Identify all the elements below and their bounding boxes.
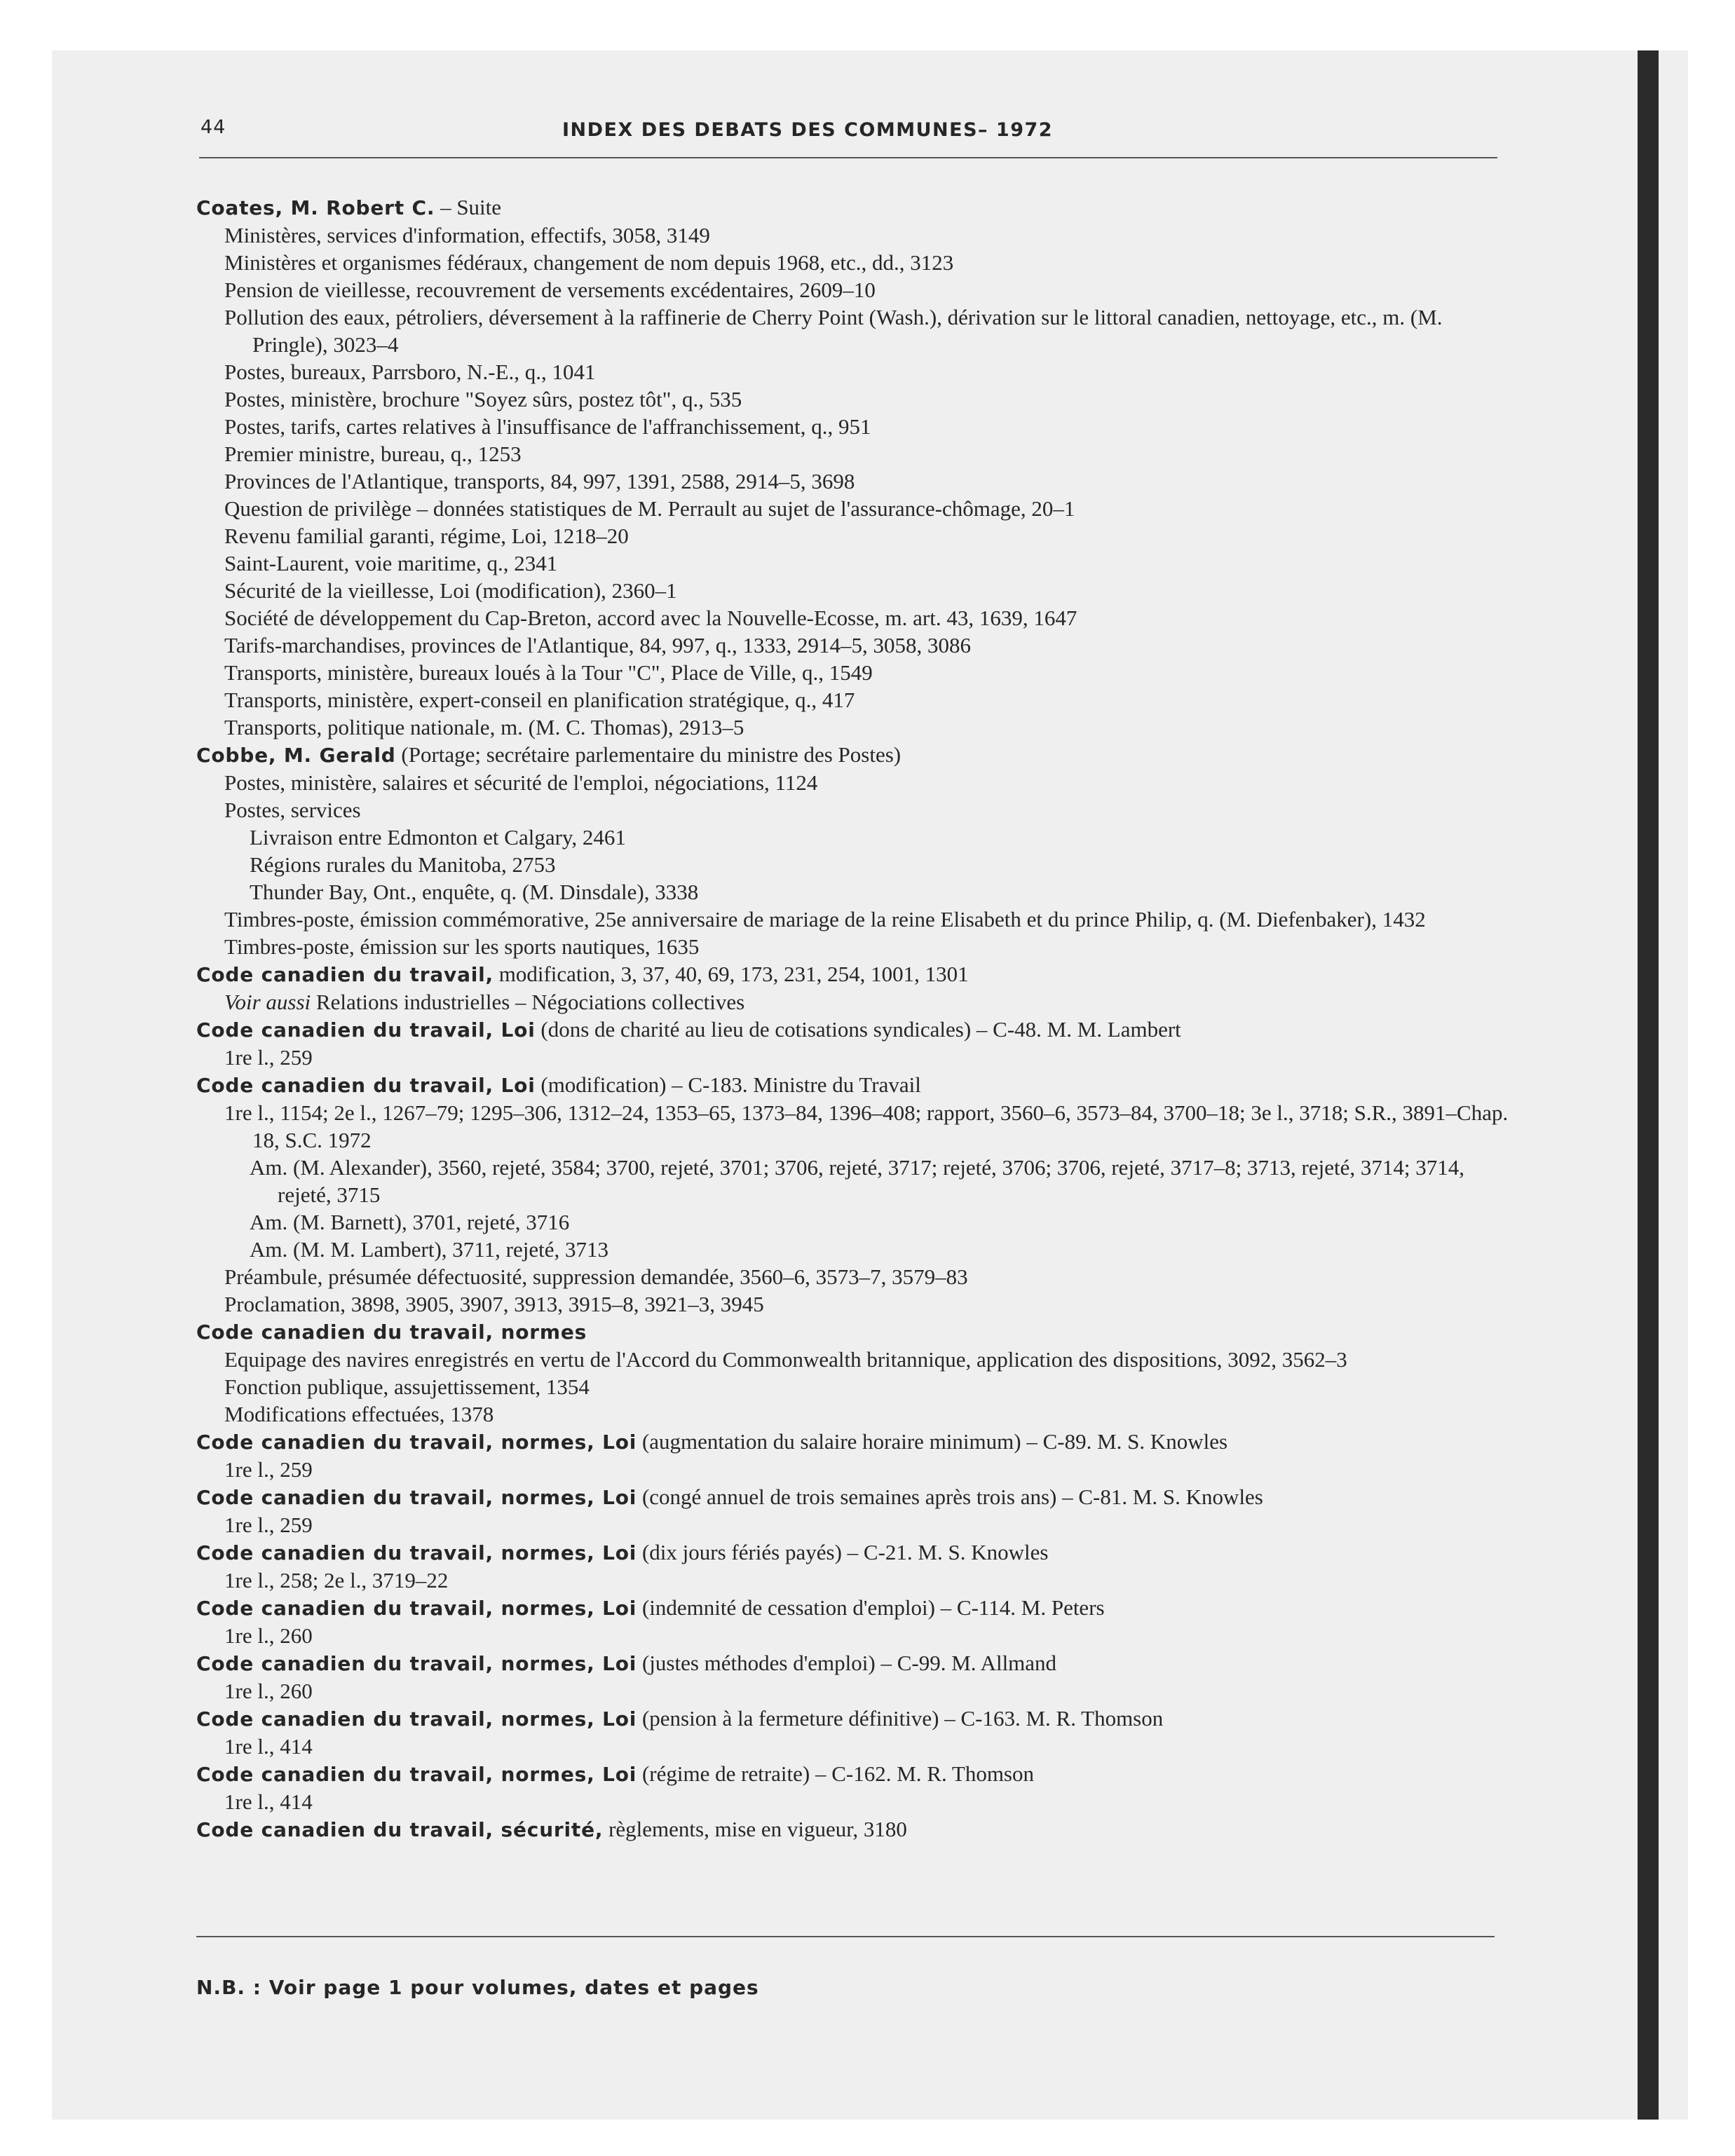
footnote: N.B. : Voir page 1 pour volumes, dates et pages [196, 1976, 759, 1999]
index-subentry [196, 1208, 1514, 1236]
entry-text: Am. (M. M. Lambert), 3711, rejeté, 3713 [250, 1237, 608, 1262]
entry-text: Postes, tarifs, cartes relatives à l'insuffisance de l'affranchissement, q., 951 [224, 414, 871, 439]
index-subentry [196, 1263, 1514, 1290]
entry-text: 1re l., 1154; 2e l., 1267–79; 1295–306, 1312–24, 1353–65, 1373–84, 1396–408; rapport, 3560–6, 3573–84, 3700–18; 3e l., 3718; S.R., 3891–Chap. 18, S.C. 1972 [224, 1100, 1509, 1152]
entry-text: Tarifs-marchandises, provinces de l'Atlantique, 84, 997, q., 1333, 2914–5, 3058, 3086 [224, 633, 971, 657]
index-heading [196, 1538, 1514, 1567]
index-subentry [196, 604, 1514, 632]
index-heading [196, 1071, 1514, 1099]
entry-text: Proclamation, 3898, 3905, 3907, 3913, 3915–8, 3921–3, 3945 [224, 1292, 764, 1316]
entry-text: Pension de vieillesse, recouvrement de versements excédentaires, 2609–10 [224, 278, 876, 302]
entry-text: Préambule, présumée défectuosité, suppression demandée, 3560–6, 3573–7, 3579–83 [224, 1264, 968, 1289]
index-subentry [196, 1373, 1514, 1400]
entry-text: (augmentation du salaire horaire minimum) – C-89. M. S. Knowles [637, 1429, 1228, 1454]
index-subentry [196, 1733, 1514, 1760]
heading-term: Code canadien du travail, normes, Loi [196, 1763, 637, 1786]
index-page [52, 50, 1638, 2120]
heading-term: Code canadien du travail, sécurité, [196, 1818, 604, 1841]
index-entries [196, 193, 1514, 1843]
index-subentry [196, 824, 1514, 851]
index-subentry [196, 276, 1514, 303]
index-subentry [196, 1044, 1514, 1071]
entry-text: Relations industrielles – Négociations collectives [311, 990, 745, 1014]
index-heading [196, 1649, 1514, 1677]
entry-text: Am. (M. Alexander), 3560, rejeté, 3584; 3700, rejeté, 3701; 3706, rejeté, 3717; rejeté, 3706; 3706, rejeté, 3717–8; 3713, rejeté, 3714; 3714, rejeté, 3715 [250, 1155, 1464, 1207]
entry-text: (Portage; secrétaire parlementaire du ministre des Postes) [395, 742, 901, 767]
entry-text: (dons de charité au lieu de cotisations syndicales) – C-48. M. M. Lambert [535, 1017, 1181, 1042]
entry-text: Transports, politique nationale, m. (M. C. Thomas), 2913–5 [224, 715, 744, 739]
entry-text: Premier ministre, bureau, q., 1253 [224, 442, 522, 466]
index-heading [196, 1318, 1514, 1346]
heading-term: Code canadien du travail, normes, Loi [196, 1541, 637, 1564]
index-subentry [196, 988, 1514, 1016]
index-subentry [196, 632, 1514, 659]
index-subentry [196, 1511, 1514, 1538]
entry-text: Société de développement du Cap-Breton, accord avec la Nouvelle-Ecosse, m. art. 43, 1639, 1647 [224, 606, 1077, 630]
entry-text: (congé annuel de trois semaines après trois ans) – C-81. M. S. Knowles [637, 1485, 1263, 1509]
index-subentry [196, 1677, 1514, 1705]
entry-text: (régime de retraite) – C-162. M. R. Thomson [637, 1761, 1034, 1786]
entry-text: 1re l., 259 [224, 1513, 313, 1537]
entry-text: Equipage des navires enregistrés en vertu de l'Accord du Commonwealth britannique, application des dispositions, 3092, 3562–3 [224, 1347, 1347, 1372]
index-heading [196, 1760, 1514, 1788]
entry-text: (pension à la fermeture définitive) – C-163. M. R. Thomson [637, 1706, 1164, 1731]
heading-term: Code canadien du travail, normes, Loi [196, 1431, 637, 1454]
entry-text: (dix jours fériés payés) – C-21. M. S. Knowles [637, 1540, 1049, 1564]
index-heading [196, 1815, 1514, 1843]
page-title: INDEX DES DEBATS DES COMMUNES– 1972 [562, 119, 1054, 141]
index-subentry [196, 851, 1514, 878]
entry-text: Ministères et organismes fédéraux, changement de nom depuis 1968, etc., dd., 3123 [224, 250, 954, 275]
index-heading [196, 193, 1514, 221]
heading-term: Code canadien du travail, normes, Loi [196, 1707, 637, 1731]
index-subentry [196, 714, 1514, 741]
entry-text: Timbres-poste, émission commémorative, 25e anniversaire de mariage de la reine Elisabeth et du prince Philip, q. (M. Diefenbaker), 1432 [224, 907, 1426, 932]
index-subentry [196, 1154, 1514, 1208]
heading-term: Code canadien du travail, [196, 963, 494, 986]
index-subentry [196, 1788, 1514, 1815]
index-subentry [196, 522, 1514, 550]
entry-text: Postes, ministère, salaires et sécurité de l'emploi, négociations, 1124 [224, 770, 818, 795]
page-number: 44 [200, 116, 226, 138]
entry-text: Ministères, services d'information, effectifs, 3058, 3149 [224, 223, 710, 247]
index-subentry [196, 221, 1514, 249]
index-subentry [196, 550, 1514, 577]
index-subentry [196, 659, 1514, 686]
see-also-label: Voir aussi [224, 990, 311, 1014]
heading-term: Code canadien du travail, normes, Loi [196, 1652, 637, 1675]
entry-text: 1re l., 259 [224, 1045, 313, 1070]
entry-text: Saint-Laurent, voie maritime, q., 2341 [224, 551, 558, 575]
index-subentry [196, 1456, 1514, 1483]
heading-term: Cobbe, M. Gerald [196, 744, 396, 767]
entry-text: Transports, ministère, bureaux loués à la Tour "C", Place de Ville, q., 1549 [224, 660, 873, 685]
footer-rule [196, 1936, 1495, 1937]
index-heading [196, 1483, 1514, 1511]
entry-text: Transports, ministère, expert-conseil en planification stratégique, q., 417 [224, 688, 855, 712]
entry-text: 1re l., 260 [224, 1679, 313, 1703]
binding-edge [1638, 50, 1659, 2120]
entry-text: (modification) – C-183. Ministre du Travail [535, 1072, 921, 1097]
index-subentry [196, 878, 1514, 906]
index-subentry [196, 386, 1514, 413]
index-subentry [196, 1567, 1514, 1594]
index-subentry [196, 1290, 1514, 1318]
entry-text: Revenu familial garanti, régime, Loi, 1218–20 [224, 524, 629, 548]
heading-term: Code canadien du travail, normes [196, 1321, 587, 1344]
heading-term: Code canadien du travail, Loi [196, 1018, 536, 1042]
index-subentry [196, 1099, 1514, 1154]
entry-text: 1re l., 258; 2e l., 3719–22 [224, 1568, 449, 1592]
index-subentry [196, 933, 1514, 960]
index-heading [196, 741, 1514, 769]
entry-text: 1re l., 414 [224, 1734, 313, 1759]
index-subentry [196, 303, 1514, 358]
index-subentry [196, 906, 1514, 933]
heading-term: Code canadien du travail, normes, Loi [196, 1486, 637, 1509]
entry-text: Thunder Bay, Ont., enquête, q. (M. Dinsdale), 3338 [250, 880, 699, 904]
index-subentry [196, 1400, 1514, 1428]
entry-text: – Suite [435, 195, 502, 219]
index-heading [196, 1016, 1514, 1044]
index-heading [196, 960, 1514, 988]
index-heading [196, 1705, 1514, 1733]
entry-text: Postes, ministère, brochure "Soyez sûrs, postez tôt", q., 535 [224, 387, 742, 411]
index-subentry [196, 577, 1514, 604]
entry-text: Question de privilège – données statistiques de M. Perrault au sujet de l'assurance-chômage, 20–1 [224, 496, 1075, 521]
entry-text: Livraison entre Edmonton et Calgary, 2461 [250, 825, 626, 850]
index-heading [196, 1594, 1514, 1622]
index-heading [196, 1428, 1514, 1456]
index-subentry [196, 495, 1514, 522]
index-subentry [196, 1622, 1514, 1649]
index-subentry [196, 796, 1514, 824]
entry-text: Pollution des eaux, pétroliers, déversement à la raffinerie de Cherry Point (Wash.), dérivation sur le littoral canadien, nettoyage, etc., m. (M. Pringle), 3023–4 [224, 305, 1443, 357]
entry-text: 1re l., 414 [224, 1789, 313, 1814]
index-subentry [196, 1346, 1514, 1373]
index-subentry [196, 440, 1514, 468]
entry-text: 1re l., 259 [224, 1457, 313, 1482]
entry-text: Provinces de l'Atlantique, transports, 84, 997, 1391, 2588, 2914–5, 3698 [224, 469, 855, 493]
index-subentry [196, 769, 1514, 796]
entry-text: Postes, services [224, 798, 361, 822]
entry-text: 1re l., 260 [224, 1623, 313, 1648]
index-subentry [196, 686, 1514, 714]
entry-text: Modifications effectuées, 1378 [224, 1402, 494, 1426]
entry-text: Am. (M. Barnett), 3701, rejeté, 3716 [250, 1210, 570, 1234]
heading-term: Code canadien du travail, Loi [196, 1074, 536, 1097]
index-subentry [196, 468, 1514, 495]
entry-text: Postes, bureaux, Parrsboro, N.-E., q., 1041 [224, 360, 596, 384]
index-subentry [196, 358, 1514, 386]
entry-text: Fonction publique, assujettissement, 1354 [224, 1374, 590, 1399]
heading-term: Coates, M. Robert C. [196, 196, 435, 219]
entry-text: (justes méthodes d'emploi) – C-99. M. Allmand [637, 1651, 1057, 1675]
header-rule [199, 157, 1497, 158]
entry-text: modification, 3, 37, 40, 69, 173, 231, 254, 1001, 1301 [494, 962, 969, 986]
heading-term: Code canadien du travail, normes, Loi [196, 1597, 637, 1620]
index-subentry [196, 413, 1514, 440]
entry-text: règlements, mise en vigueur, 3180 [603, 1817, 907, 1841]
entry-text: Sécurité de la vieillesse, Loi (modification), 2360–1 [224, 578, 677, 603]
entry-text: Régions rurales du Manitoba, 2753 [250, 852, 556, 877]
entry-text: (indemnité de cessation d'emploi) – C-114. M. Peters [637, 1595, 1105, 1620]
entry-text: Timbres-poste, émission sur les sports nautiques, 1635 [224, 934, 700, 959]
index-subentry [196, 1236, 1514, 1263]
index-subentry [196, 249, 1514, 276]
